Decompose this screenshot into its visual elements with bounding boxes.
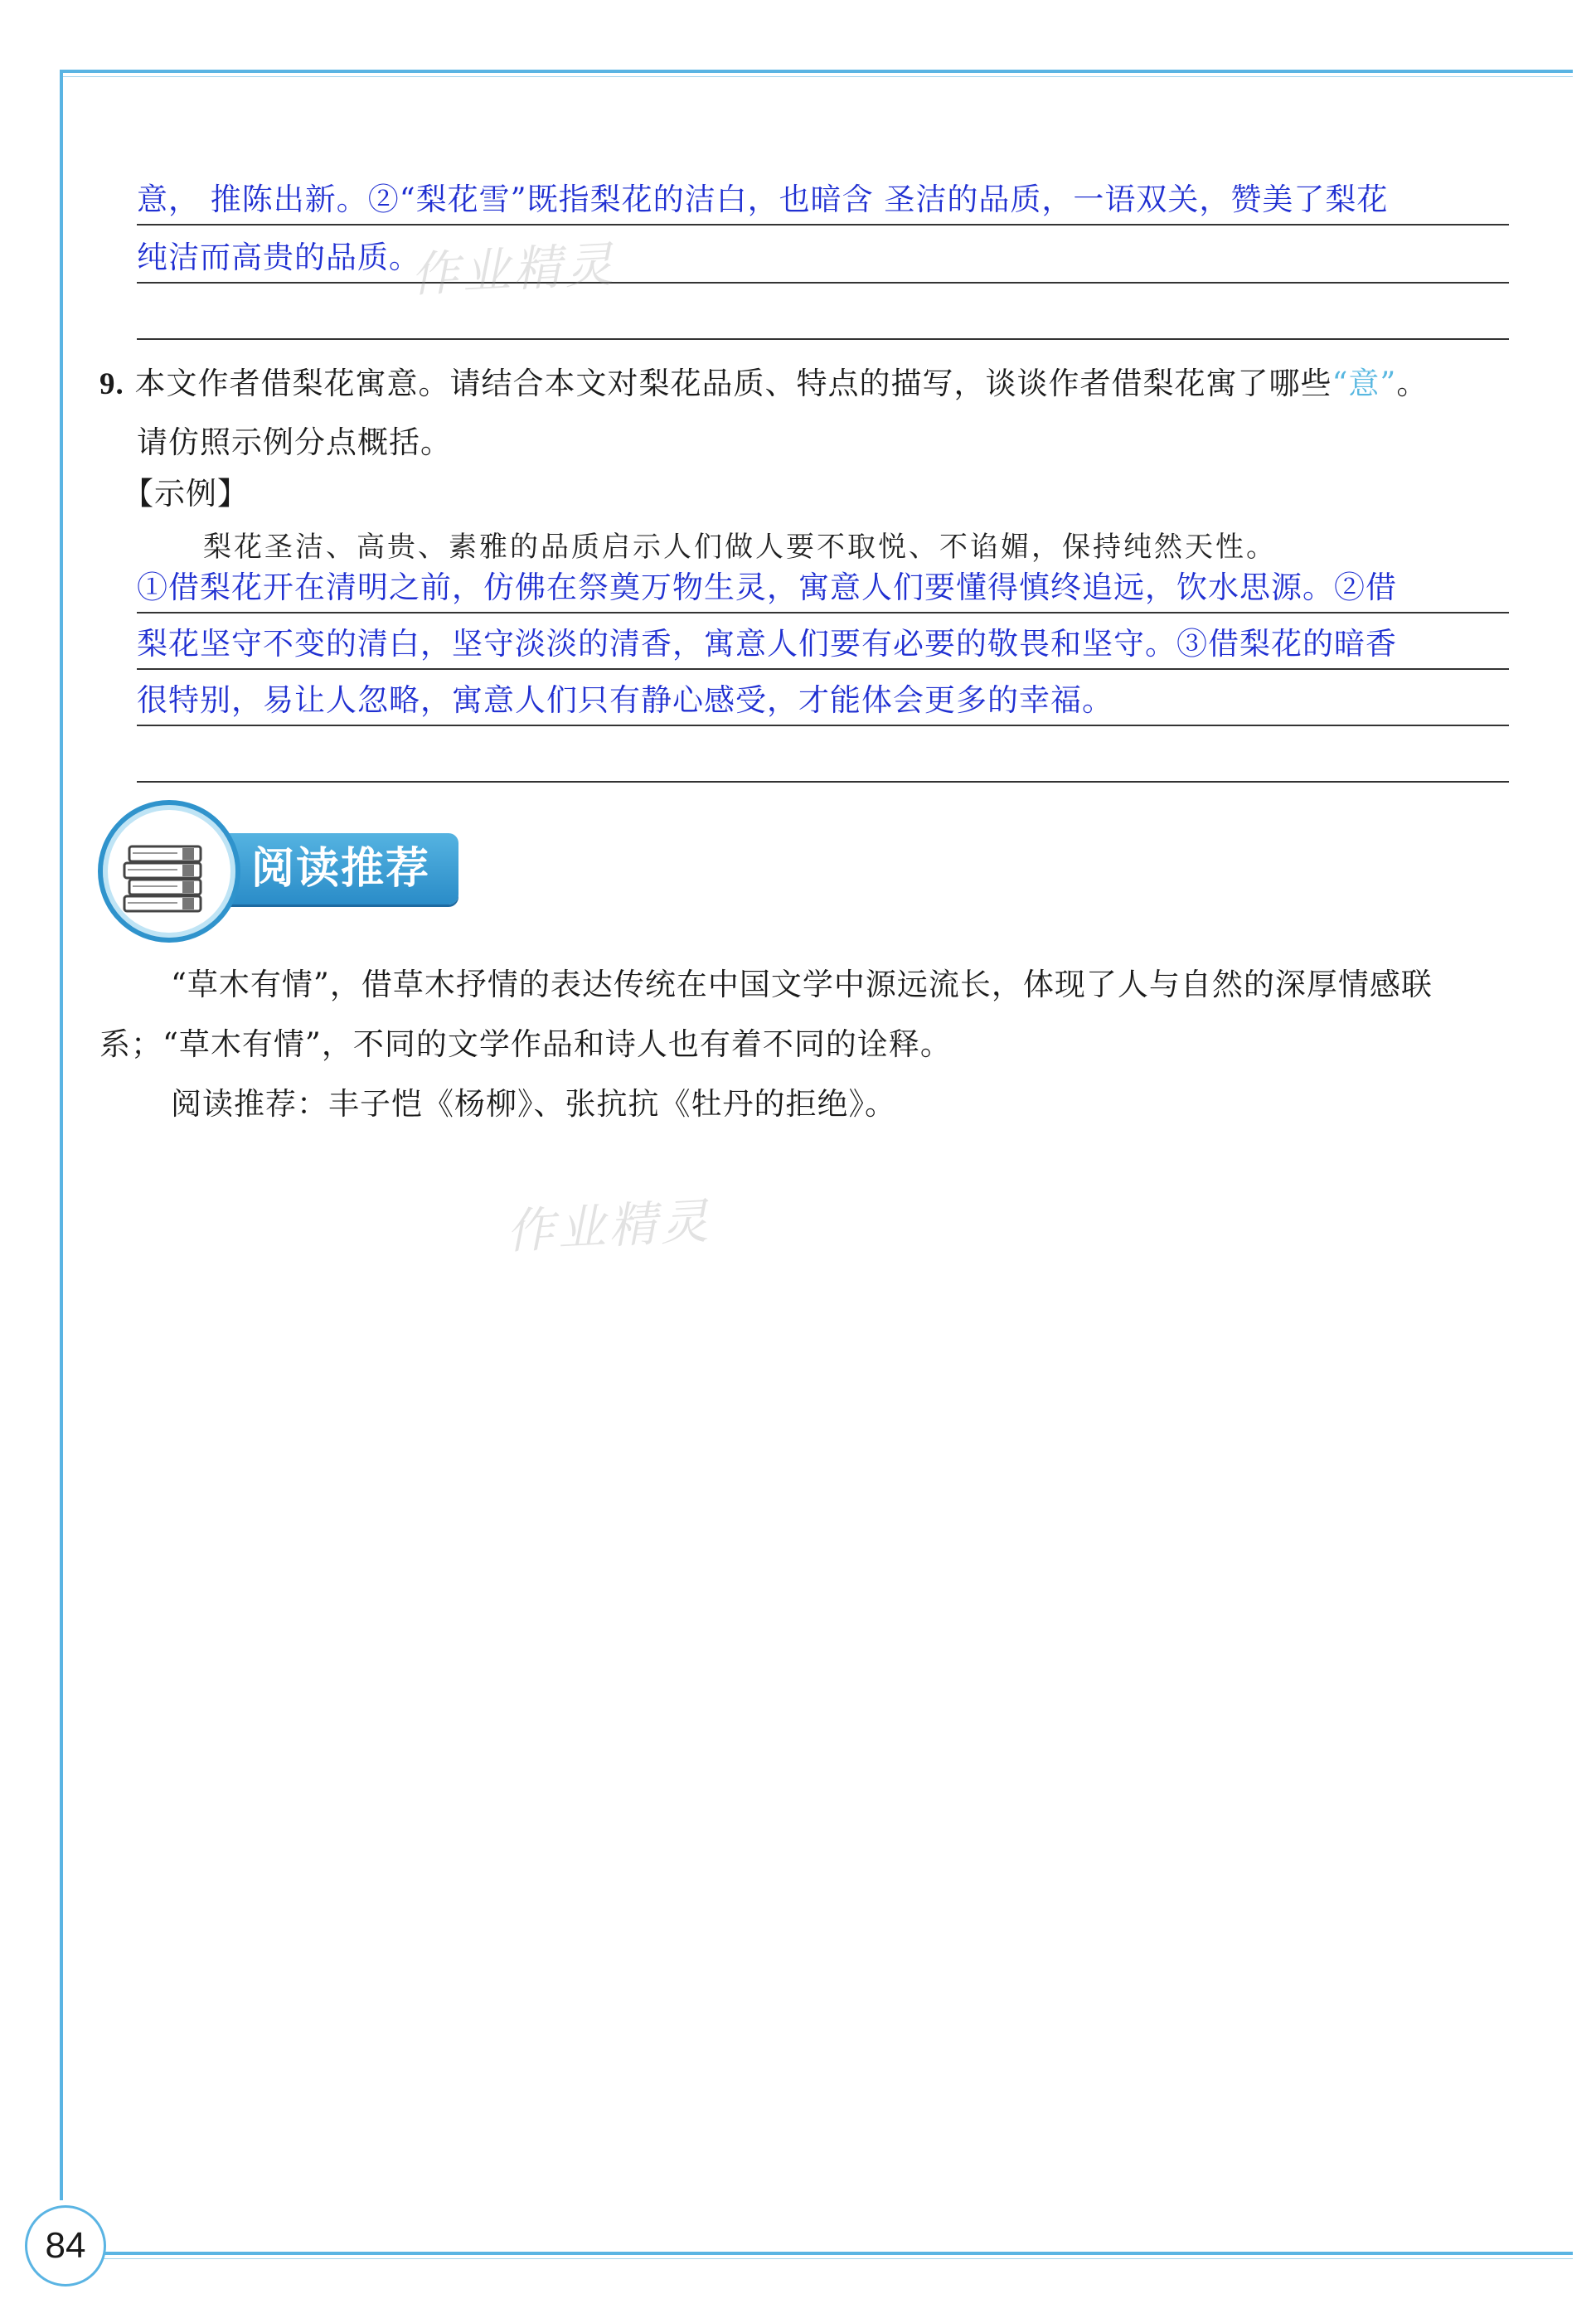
answer-line-q9-1[interactable]: ①借梨花开在清明之前，仿佛在祭奠万物生灵，寓意人们要懂得慎终追远，饮水思源。②借 xyxy=(137,564,1509,613)
question-highlight: “意” xyxy=(1332,366,1397,401)
question-text-line2: 请仿照示例分点概括。 xyxy=(137,424,452,460)
watermark: 作业精灵 xyxy=(409,235,618,303)
answer-line-q9-4[interactable] xyxy=(137,733,1509,783)
question-9 xyxy=(99,355,1526,472)
answer-line-q9-2[interactable]: 梨花坚守不变的清白，坚守淡淡的清香，寓意人们要有必要的敬畏和坚守。③借梨花的暗香 xyxy=(137,620,1509,670)
answer-line-q8-3[interactable] xyxy=(137,290,1509,340)
reading-paragraph-1 xyxy=(99,955,1526,1015)
question-text: 本文作者借梨花寓意。请结合本文对梨花品质、特点的描写，谈谈作者借梨花寓了哪些 xyxy=(134,366,1332,401)
page-frame-left xyxy=(60,70,63,2200)
books-icon xyxy=(98,800,240,943)
section-title: 阅读推荐 xyxy=(251,844,431,894)
example-text: 梨花圣洁、高贵、素雅的品质启示人们做人要不取悦、不谄媚，保持纯然天性。 xyxy=(203,531,1277,564)
page-frame-top xyxy=(60,70,1573,73)
answer-line-q8-1[interactable]: 意， 推陈出新。②“梨花雪”既指梨花的洁白，也暗含 圣洁的品质，一语双关，赞美了梨花 xyxy=(137,176,1509,225)
answer-line-q9-3[interactable]: 很特别，易让人忽略，寓意人们只有静心感受，才能体会更多的幸福。 xyxy=(137,676,1509,726)
reading-paragraph-2: 阅读推荐：丰子恺《杨柳》、张抗抗《牡丹的拒绝》。 xyxy=(171,1086,896,1122)
question-number: 9. xyxy=(99,367,124,401)
watermark-2: 作业精灵 xyxy=(504,1192,713,1260)
page-number: 84 xyxy=(25,2205,106,2286)
question-text-end: 。 xyxy=(1396,366,1429,401)
section-header-badge xyxy=(98,800,479,945)
page-frame-bottom-inner xyxy=(101,2258,1573,2259)
reading-paragraph-1-line1: “草木有情”，借草木抒情的表达传统在中国文学中源远流长，体现了人与自然的深厚情感联 xyxy=(171,967,1433,1002)
answer-line-q8-2[interactable]: 纯洁而高贵的品质。 xyxy=(137,234,1509,284)
example-label: 【示例】 xyxy=(123,476,249,512)
page-frame-top-inner xyxy=(60,76,1573,77)
reading-paragraph-1-cont: 系；“草木有情”，不同的文学作品和诗人也有着不同的诠释。 xyxy=(99,1026,952,1062)
page-frame-bottom xyxy=(101,2252,1573,2255)
